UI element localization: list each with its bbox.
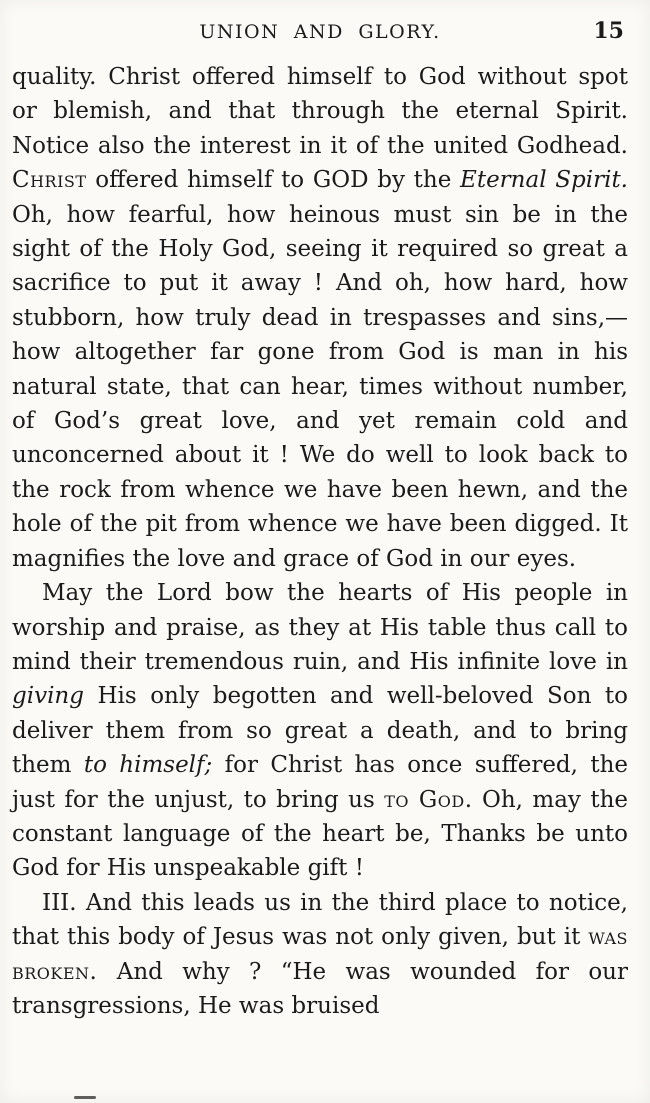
paragraph — [12, 886, 628, 1024]
text-run: III. And this leads us in the third place to notice, that this body of Jesus was not only given, but it — [12, 889, 628, 951]
text-run: May the Lord bow the hearts of His people in worship and praise, as they at His table thus call to mind their tremendous ruin, and His infinite love in — [12, 580, 628, 675]
page-header — [12, 18, 628, 44]
text-run: offered himself to GOD by the — [86, 167, 461, 194]
text-run: to himself; — [83, 752, 213, 779]
text-run: Oh, may the constant language of the heart be, Thanks be unto God for His unspeakable gift ! — [12, 786, 628, 882]
text-run: And why ? “He was wounded for our transgressions, He was bruised — [12, 958, 628, 1019]
scan-artifact — [74, 1096, 96, 1099]
text-run: quality. Christ offered himself to God without spot or blemish, and that through the eternal Spirit. Notice also the interest in it of the united Godhead. — [12, 64, 628, 159]
text-run: Oh, how fearful, how heinous must sin be in the sight of the Holy God, seeing it required so great a sacrifice to put it away ! And oh, how hard, how stubborn, how truly dead in trespasses and sins,—how altogether far gone from God is man in his natural state, that can hear, times without number, of God’s great love, and yet remain cold and unconcerned about it ! We do well to look back to the rock from whence we have been hewn, and the hole of the pit from whence we have been digged. It magnifies the love and grace of God in our eyes. — [12, 201, 628, 572]
page-number: 15 — [593, 18, 624, 44]
paragraph — [12, 576, 628, 886]
text-run: to God. — [384, 786, 473, 813]
text-run: Christ — [12, 167, 87, 194]
page-body — [12, 60, 628, 1023]
text-run: for Christ has once suffered, the just for the unjust, to bring us — [12, 752, 628, 813]
paragraph — [12, 60, 628, 576]
running-title: UNION AND GLORY. — [199, 21, 441, 43]
text-run: was broken. — [12, 924, 628, 985]
text-run: Eternal Spirit. — [460, 167, 628, 194]
text-run: giving — [12, 683, 84, 710]
text-run: His only begotten and well-beloved Son to deliver them from so great a death, and to bring them — [12, 683, 628, 779]
